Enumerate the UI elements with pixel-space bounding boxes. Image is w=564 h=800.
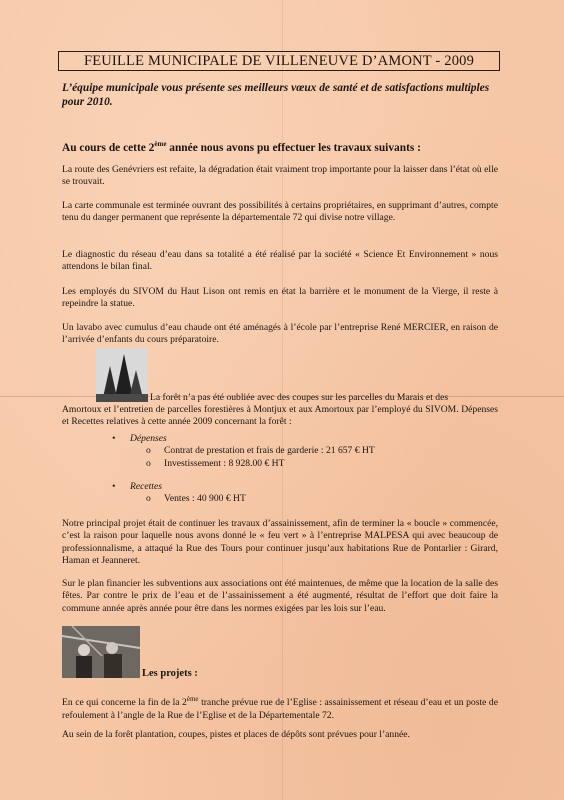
eglise-post: tranche prévue rue de l’Eglise : assainissement et réseau d’eau et un poste de refoulement à l’angle de la Rue de l’Eglise et de la Départementale 72. xyxy=(62,697,498,721)
bullet-icon: • xyxy=(112,481,116,492)
paragraph-sivom: Les employés du SIVOM du Haut Lison ont remis en état la barrière et le monument de la Vierge, il reste à repeindre la statue. xyxy=(62,286,498,310)
depenses-line-text: Investissement : 8 928.00 € HT xyxy=(164,458,285,469)
depenses-label: Dépenses xyxy=(130,433,167,444)
workers-photo xyxy=(62,626,140,678)
recettes-line-text: Ventes : 40 900 € HT xyxy=(164,493,246,504)
works-heading xyxy=(62,138,512,155)
sub-bullet-icon: o xyxy=(146,493,151,504)
depenses-line xyxy=(146,445,375,457)
paragraph-financial: Sur le plan financier les subventions aux associations ont été maintenues, de même que la location de la salle des fêtes. Par contre le prix de l’eau et de l’assainissement a été augmenté, résultat de l’effort que doit faire la commune année après année pour être dans les normes exigées par les lois sur l’eau. xyxy=(62,578,498,614)
depenses-line xyxy=(146,458,284,470)
eglise-pre: En ce qui concerne la fin de la 2 xyxy=(62,697,187,709)
eglise-sup: ème xyxy=(186,695,199,703)
paragraph-road: La route des Genévriers est refaite, la dégradation était vraiment trop importante pour la laisser dans l’état où elle se trouvait. xyxy=(62,164,498,188)
paragraph-water-diagnostic: Le diagnostic du réseau d’eau dans sa totalité a été réalisé par la société « Science Et Environnement » nous attendons le bilan final. xyxy=(62,249,498,273)
document-title: FEUILLE MUNICIPALE DE VILLENEUVE D’AMONT - 2009 xyxy=(58,51,500,71)
sub-bullet-icon: o xyxy=(146,458,151,469)
paragraph-lavabo: Un lavabo avec cumulus d’eau chaude ont été aménagés à l’école par l’entreprise René MERCIER, en raison de l’arrivée d’enfants du cours préparatoire. xyxy=(62,322,498,346)
greeting-message: L’équipe municipale vous présente ses meilleurs vœux de santé et de satisfactions multiples pour 2010. xyxy=(62,82,490,108)
sub-bullet-icon: o xyxy=(146,445,151,456)
depenses-line-text: Contrat de prestation et frais de garderie : 21 657 € HT xyxy=(164,445,375,456)
paragraph-carte-communale: La carte communale est terminée ouvrant des possibilités à certains propriétaires, en supprimant d’autres, compte tenu du danger permanent que représente la départementale 72 qui divise notre village. xyxy=(62,200,498,224)
works-heading-sup: ème xyxy=(154,140,167,148)
paragraph-forest: Amortoux et l’entretien de parcelles forestières à Montjux et aux Amortoux par l’employé du SIVOM. Dépenses et Recettes relatives à cette année 2009 concernant la forêt : xyxy=(62,404,498,428)
paragraph-main-project: Notre principal projet était de continuer les travaux d’assainissement, afin de terminer la « boucle » commencée, c’est la raison pour laquelle nous avons donné le « feu vert » à l’entreprise MALPESA qui avec beaucoup de professionnalisme, a attaqué la Rue des Tours pour continuer jusqu’aux habitations Rue de Pontarlier : Girard, Haman et Jeanneret. xyxy=(62,518,498,567)
bullet-icon: • xyxy=(112,433,116,444)
paragraph-forest-plans: Au sein de la forêt plantation, coupes, pistes et places de dépôts sont prévues pour l’année. xyxy=(62,729,410,740)
works-heading-post: année nous avons pu effectuer les travaux suivants : xyxy=(166,141,421,154)
recettes-item xyxy=(112,481,162,493)
paragraph-forest-first-line: La forêt n’a pas été oubliée avec des coupes sur les parcelles du Marais et des xyxy=(150,392,449,403)
paragraph-eglise xyxy=(62,693,498,722)
works-heading-pre: Au cours de cette 2 xyxy=(62,141,155,154)
recettes-label: Recettes xyxy=(130,481,162,492)
projects-heading: Les projets : xyxy=(142,668,198,679)
forest-photo xyxy=(96,348,148,402)
depenses-item xyxy=(112,433,167,445)
recettes-line xyxy=(146,493,246,505)
